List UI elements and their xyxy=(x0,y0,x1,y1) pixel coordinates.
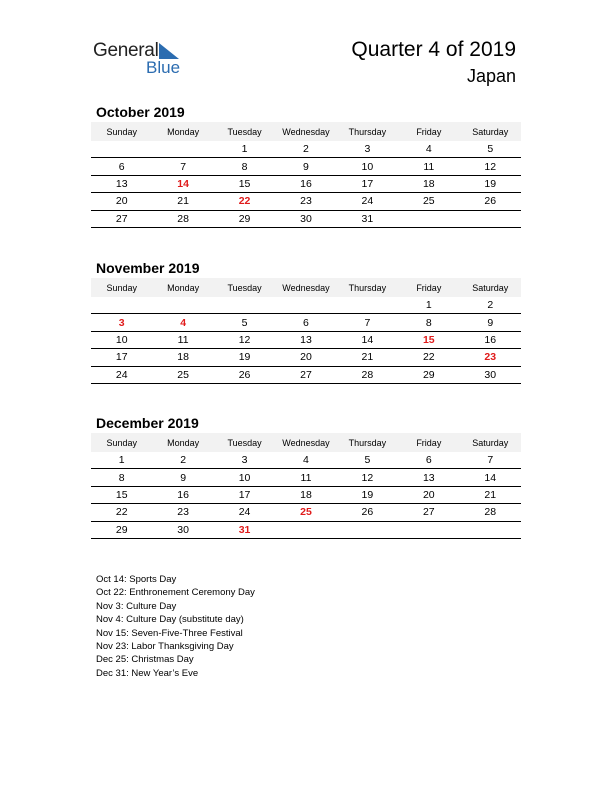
day-cell: 1 xyxy=(398,297,459,314)
month-title: November 2019 xyxy=(96,260,200,276)
day-cell: 3 xyxy=(214,452,275,469)
month-december xyxy=(91,413,521,539)
calendar-table xyxy=(91,122,521,228)
day-cell: 7 xyxy=(337,314,398,331)
day-cell: 1 xyxy=(214,141,275,158)
weekday-header: Friday xyxy=(398,278,459,297)
day-cell: 29 xyxy=(91,521,152,538)
day-cell: 9 xyxy=(275,158,336,175)
day-cell: 22 xyxy=(91,504,152,521)
holiday-list-item: Nov 23: Labor Thanksgiving Day xyxy=(96,641,234,653)
day-cell: 26 xyxy=(214,366,275,383)
week-row xyxy=(91,158,521,175)
weekday-header: Tuesday xyxy=(214,122,275,141)
day-cell: 25 xyxy=(275,504,336,521)
day-cell: 28 xyxy=(337,366,398,383)
day-cell: 28 xyxy=(152,210,213,227)
calendar-table xyxy=(91,433,521,539)
day-cell: 1 xyxy=(91,452,152,469)
day-cell: 23 xyxy=(460,349,521,366)
day-cell: 15 xyxy=(91,486,152,503)
day-cell: 22 xyxy=(398,349,459,366)
empty-day-cell xyxy=(214,297,275,314)
day-cell: 27 xyxy=(275,366,336,383)
day-cell: 30 xyxy=(275,210,336,227)
holiday-list-item: Nov 15: Seven-Five-Three Festival xyxy=(96,627,243,639)
day-cell: 15 xyxy=(214,175,275,192)
week-row xyxy=(91,469,521,486)
week-row xyxy=(91,504,521,521)
day-cell: 30 xyxy=(460,366,521,383)
day-cell: 26 xyxy=(337,504,398,521)
holiday-list-item: Dec 25: Christmas Day xyxy=(96,654,194,666)
weekday-header: Thursday xyxy=(337,278,398,297)
day-cell: 18 xyxy=(152,349,213,366)
day-cell: 25 xyxy=(152,366,213,383)
week-row xyxy=(91,452,521,469)
day-cell: 4 xyxy=(398,141,459,158)
holiday-list-item: Nov 4: Culture Day (substitute day) xyxy=(96,614,244,626)
day-cell: 23 xyxy=(275,193,336,210)
day-cell: 17 xyxy=(214,486,275,503)
day-cell: 20 xyxy=(91,193,152,210)
day-cell: 15 xyxy=(398,331,459,348)
day-cell: 13 xyxy=(275,331,336,348)
day-cell: 9 xyxy=(460,314,521,331)
day-cell: 8 xyxy=(398,314,459,331)
day-cell: 27 xyxy=(398,504,459,521)
day-cell: 7 xyxy=(152,158,213,175)
day-cell: 19 xyxy=(214,349,275,366)
month-title: December 2019 xyxy=(96,415,199,431)
empty-day-cell xyxy=(337,297,398,314)
day-cell: 4 xyxy=(152,314,213,331)
day-cell: 16 xyxy=(152,486,213,503)
day-cell: 24 xyxy=(337,193,398,210)
day-cell: 26 xyxy=(460,193,521,210)
week-row xyxy=(91,193,521,210)
day-cell: 10 xyxy=(337,158,398,175)
weekday-header: Saturday xyxy=(460,278,521,297)
day-cell: 10 xyxy=(214,469,275,486)
day-cell: 17 xyxy=(337,175,398,192)
day-cell: 7 xyxy=(460,452,521,469)
weekday-header: Wednesday xyxy=(275,433,336,452)
day-cell: 8 xyxy=(214,158,275,175)
weekday-header: Tuesday xyxy=(214,433,275,452)
day-cell: 6 xyxy=(91,158,152,175)
empty-day-cell xyxy=(152,297,213,314)
week-row xyxy=(91,331,521,348)
day-cell: 17 xyxy=(91,349,152,366)
day-cell: 25 xyxy=(398,193,459,210)
weekday-header: Thursday xyxy=(337,122,398,141)
day-cell: 3 xyxy=(91,314,152,331)
logo-word-general: General xyxy=(93,40,159,61)
empty-day-cell xyxy=(460,210,521,227)
day-cell: 5 xyxy=(214,314,275,331)
day-cell: 6 xyxy=(275,314,336,331)
weekday-header: Sunday xyxy=(91,278,152,297)
day-cell: 2 xyxy=(152,452,213,469)
empty-day-cell xyxy=(275,297,336,314)
weekday-header: Sunday xyxy=(91,433,152,452)
day-cell: 14 xyxy=(152,175,213,192)
day-cell: 4 xyxy=(275,452,336,469)
month-november xyxy=(91,258,521,384)
weekday-header: Tuesday xyxy=(214,278,275,297)
day-cell: 13 xyxy=(398,469,459,486)
week-row xyxy=(91,349,521,366)
weekday-header: Wednesday xyxy=(275,122,336,141)
day-cell: 10 xyxy=(91,331,152,348)
day-cell: 8 xyxy=(91,469,152,486)
weekday-header: Wednesday xyxy=(275,278,336,297)
empty-day-cell xyxy=(398,521,459,538)
day-cell: 11 xyxy=(275,469,336,486)
day-cell: 24 xyxy=(214,504,275,521)
day-cell: 23 xyxy=(152,504,213,521)
day-cell: 31 xyxy=(214,521,275,538)
day-cell: 12 xyxy=(214,331,275,348)
page-title: Quarter 4 of 2019 xyxy=(351,38,516,61)
calendar-table xyxy=(91,278,521,384)
day-cell: 31 xyxy=(337,210,398,227)
week-row xyxy=(91,486,521,503)
weekday-header: Friday xyxy=(398,433,459,452)
day-cell: 6 xyxy=(398,452,459,469)
weekday-header-row xyxy=(91,433,521,452)
day-cell: 2 xyxy=(275,141,336,158)
day-cell: 16 xyxy=(460,331,521,348)
holiday-list xyxy=(96,573,255,680)
weekday-header: Saturday xyxy=(460,433,521,452)
day-cell: 29 xyxy=(214,210,275,227)
holiday-list-item: Oct 14: Sports Day xyxy=(96,574,177,585)
holiday-list-item: Dec 31: New Year’s Eve xyxy=(96,667,199,679)
day-cell: 16 xyxy=(275,175,336,192)
logo-word-blue: Blue xyxy=(146,58,181,77)
empty-day-cell xyxy=(398,210,459,227)
week-row xyxy=(91,297,521,314)
day-cell: 13 xyxy=(91,175,152,192)
day-cell: 27 xyxy=(91,210,152,227)
empty-day-cell xyxy=(460,521,521,538)
week-row xyxy=(91,366,521,383)
day-cell: 24 xyxy=(91,366,152,383)
empty-day-cell xyxy=(152,141,213,158)
day-cell: 21 xyxy=(152,193,213,210)
week-row xyxy=(91,175,521,192)
weekday-header: Sunday xyxy=(91,122,152,141)
logo xyxy=(93,40,193,80)
empty-day-cell xyxy=(275,521,336,538)
day-cell: 19 xyxy=(460,175,521,192)
day-cell: 14 xyxy=(337,331,398,348)
day-cell: 18 xyxy=(398,175,459,192)
empty-day-cell xyxy=(337,521,398,538)
weekday-header: Monday xyxy=(152,278,213,297)
week-row xyxy=(91,210,521,227)
day-cell: 5 xyxy=(460,141,521,158)
week-row xyxy=(91,314,521,331)
day-cell: 21 xyxy=(460,486,521,503)
holiday-list-item: Oct 22: Enthronement Ceremony Day xyxy=(96,587,255,599)
week-row xyxy=(91,141,521,158)
day-cell: 21 xyxy=(337,349,398,366)
day-cell: 20 xyxy=(398,486,459,503)
day-cell: 9 xyxy=(152,469,213,486)
weekday-header-row xyxy=(91,122,521,141)
day-cell: 30 xyxy=(152,521,213,538)
weekday-header: Monday xyxy=(152,433,213,452)
day-cell: 19 xyxy=(337,486,398,503)
day-cell: 12 xyxy=(337,469,398,486)
day-cell: 29 xyxy=(398,366,459,383)
month-october xyxy=(91,102,521,228)
weekday-header: Thursday xyxy=(337,433,398,452)
day-cell: 18 xyxy=(275,486,336,503)
day-cell: 11 xyxy=(398,158,459,175)
day-cell: 5 xyxy=(337,452,398,469)
empty-day-cell xyxy=(91,297,152,314)
weekday-header: Saturday xyxy=(460,122,521,141)
day-cell: 28 xyxy=(460,504,521,521)
weekday-header: Monday xyxy=(152,122,213,141)
weekday-header-row xyxy=(91,278,521,297)
day-cell: 2 xyxy=(460,297,521,314)
weekday-header: Friday xyxy=(398,122,459,141)
day-cell: 11 xyxy=(152,331,213,348)
day-cell: 3 xyxy=(337,141,398,158)
month-title: October 2019 xyxy=(96,104,185,120)
day-cell: 14 xyxy=(460,469,521,486)
day-cell: 12 xyxy=(460,158,521,175)
week-row xyxy=(91,521,521,538)
day-cell: 20 xyxy=(275,349,336,366)
holiday-list-item: Nov 3: Culture Day xyxy=(96,600,177,612)
day-cell: 22 xyxy=(214,193,275,210)
country-name: Japan xyxy=(466,66,516,86)
empty-day-cell xyxy=(91,141,152,158)
